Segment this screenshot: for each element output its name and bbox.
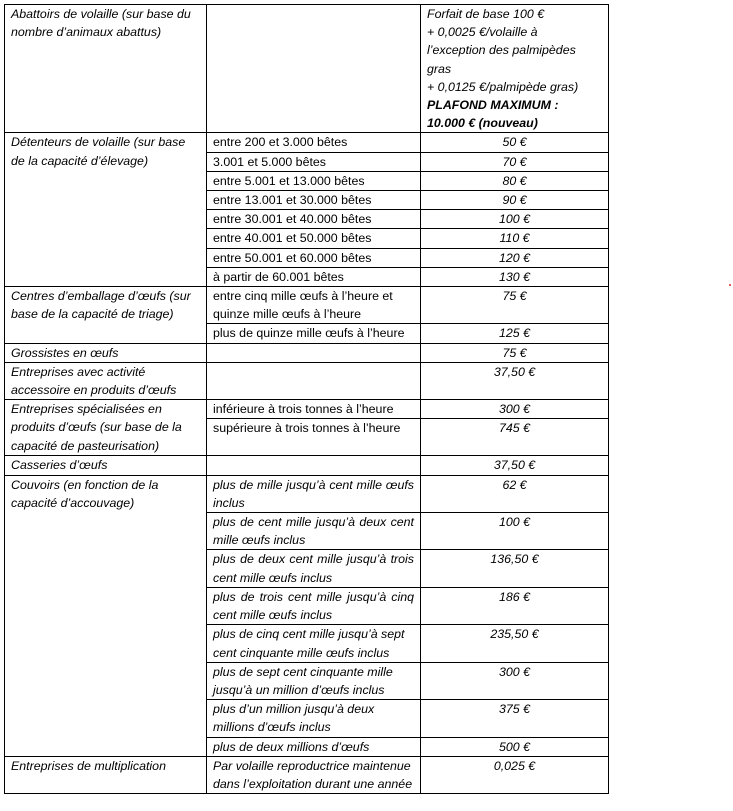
- fee-cell: 745 €: [421, 419, 609, 456]
- range-cell: inférieure à trois tonnes à l’heure: [207, 400, 421, 419]
- fee-cell: 37,50 €: [421, 456, 609, 475]
- fee-cell: 186 €: [421, 587, 609, 624]
- range-cell: entre 13.001 et 30.000 bêtes: [207, 191, 421, 210]
- category-cell: Entreprises de multiplication: [5, 756, 207, 793]
- range-cell: plus de mille jusqu’à cent mille œufs inclus: [207, 475, 421, 512]
- fee-line: l’exception des palmipèdes: [427, 43, 576, 58]
- fee-cell: 90 €: [421, 191, 609, 210]
- red-dot-mark: [729, 284, 731, 286]
- category-cell: Abattoirs de volaille (sur base du nombre d’animaux abattus): [5, 5, 207, 133]
- range-cell: plus de deux millions d’œufs: [207, 737, 421, 756]
- range-cell: entre 40.001 et 50.000 bêtes: [207, 229, 421, 248]
- category-cell: Couvoirs (en fonction de la capacité d’accouvage): [5, 475, 207, 756]
- fee-cell: 100 €: [421, 513, 609, 550]
- range-cell: supérieure à trois tonnes à l’heure: [207, 419, 421, 456]
- fee-line: + 0,0125 €/palmipède gras): [427, 79, 579, 94]
- table-row: [5, 362, 609, 399]
- table-row: [5, 287, 609, 324]
- table-row: [5, 343, 609, 362]
- empty-cell: [207, 5, 421, 133]
- range-cell: entre 200 et 3.000 bêtes: [207, 133, 421, 152]
- fee-cell: 62 €: [421, 475, 609, 512]
- ceiling-line: PLAFOND MAXIMUM :: [427, 98, 559, 113]
- category-cell: Détenteurs de volaille (sur base de la capacité d’élevage): [5, 133, 207, 287]
- category-cell: Entreprises avec activité accessoire en produits d’œufs: [5, 362, 207, 399]
- fee-cell: 300 €: [421, 400, 609, 419]
- table-row: [5, 400, 609, 419]
- fee-table: [4, 4, 609, 794]
- range-cell: plus de cent mille jusqu’à deux cent mille œufs inclus: [207, 513, 421, 550]
- fee-cell: 70 €: [421, 152, 609, 171]
- fee-cell: 37,50 €: [421, 362, 609, 399]
- table-row: [5, 456, 609, 475]
- table-row: [5, 475, 609, 512]
- range-cell: plus de trois cent mille jusqu’à cinq cent mille œufs inclus: [207, 587, 421, 624]
- fee-cell: 300 €: [421, 662, 609, 699]
- fee-cell: 75 €: [421, 343, 609, 362]
- range-cell: entre 50.001 et 60.000 bêtes: [207, 248, 421, 267]
- fee-cell: 80 €: [421, 171, 609, 190]
- fee-cell: 500 €: [421, 737, 609, 756]
- table-row: [5, 5, 609, 133]
- fee-line: Forfait de base 100 €: [427, 7, 545, 21]
- table-row: [5, 133, 609, 152]
- fee-cell: 130 €: [421, 267, 609, 286]
- empty-cell: [207, 456, 421, 475]
- fee-cell: 235,50 €: [421, 625, 609, 662]
- category-cell: Grossistes en œufs: [5, 343, 207, 362]
- fee-cell: 375 €: [421, 700, 609, 737]
- table-row: [5, 756, 609, 793]
- category-cell: Casseries d’œufs: [5, 456, 207, 475]
- category-cell: Centres d’emballage d’œufs (sur base de la capacité de triage): [5, 287, 207, 344]
- fee-cell: 110 €: [421, 229, 609, 248]
- range-cell: plus de quinze mille œufs à l’heure: [207, 324, 421, 343]
- range-cell: plus d’un million jusqu’à deux millions d’œufs inclus: [207, 700, 421, 737]
- ceiling-line: 10.000 € (nouveau): [427, 116, 538, 131]
- range-cell: plus de sept cent cinquante mille jusqu’à un million d’œufs inclus: [207, 662, 421, 699]
- range-cell: entre cinq mille œufs à l’heure et quinze mille œufs à l’heure: [207, 287, 421, 324]
- fee-cell: 0,025 €: [421, 756, 609, 793]
- fee-cell: 100 €: [421, 210, 609, 229]
- empty-cell: [207, 362, 421, 399]
- empty-cell: [207, 343, 421, 362]
- range-cell: entre 30.001 et 40.000 bêtes: [207, 210, 421, 229]
- range-cell: plus de deux cent mille jusqu’à trois cent mille œufs inclus: [207, 550, 421, 587]
- fee-cell: 125 €: [421, 324, 609, 343]
- fee-cell: 136,50 €: [421, 550, 609, 587]
- fee-cell: 50 €: [421, 133, 609, 152]
- range-cell: plus de cinq cent mille jusqu’à sept cent cinquante mille œufs inclus: [207, 625, 421, 662]
- fee-cell: 75 €: [421, 287, 609, 324]
- fee-line: + 0,0025 €/volaille à: [427, 25, 538, 40]
- range-cell: entre 5.001 et 13.000 bêtes: [207, 171, 421, 190]
- fee-line: gras: [427, 61, 452, 76]
- fee-cell: 120 €: [421, 248, 609, 267]
- range-cell: 3.001 et 5.000 bêtes: [207, 152, 421, 171]
- category-cell: Entreprises spécialisées en produits d’œufs (sur base de la capacité de pasteurisation): [5, 400, 207, 456]
- fee-cell: [421, 5, 609, 133]
- range-cell: à partir de 60.001 bêtes: [207, 267, 421, 286]
- range-cell: Par volaille reproductrice maintenue dans l’exploitation durant une année: [207, 756, 421, 793]
